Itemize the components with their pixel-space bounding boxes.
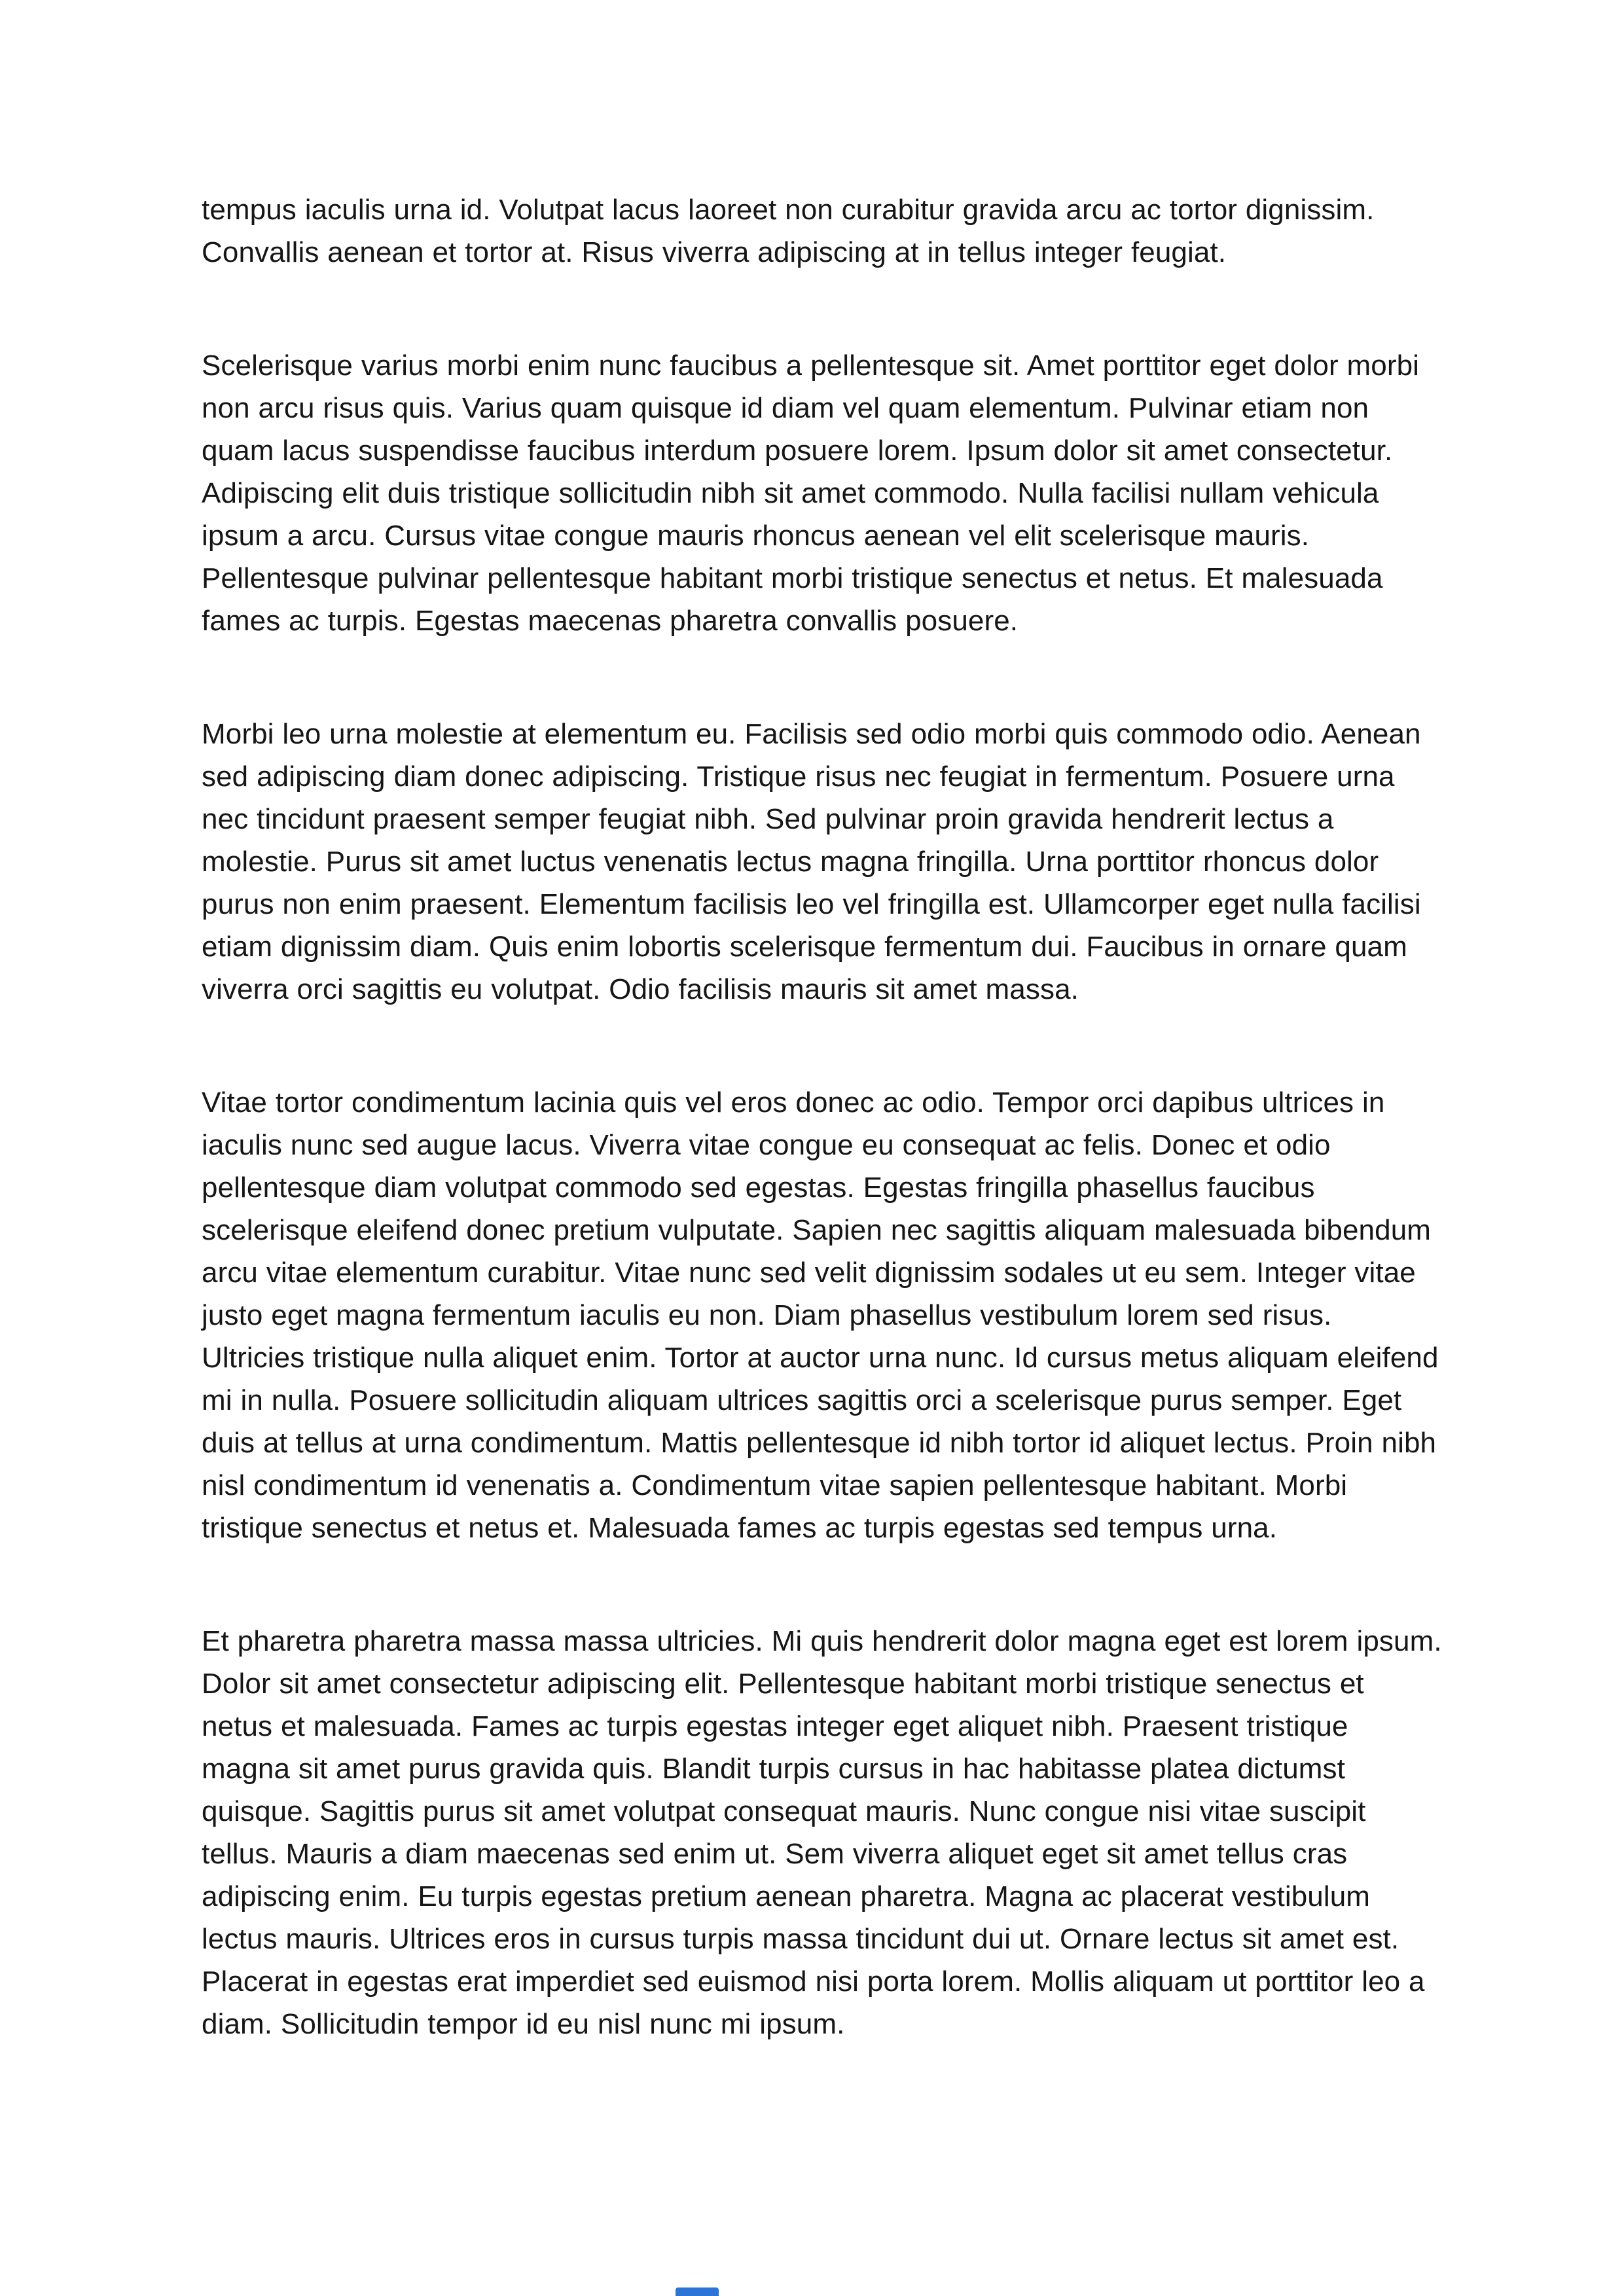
paragraph: Et pharetra pharetra massa massa ultricies. Mi quis hendrerit dolor magna eget est lorem ipsum. Dolor sit amet consectetur adipiscing elit. Pellentesque habitant morbi tristique senectus et netus et malesuada. Fames ac turpis egestas integer eget aliquet nibh. Praesent tristique magna sit amet purus gravida quis. Blandit turpis cursus in hac habitasse platea dictumst quisque. Sagittis purus sit amet volutpat consequat mauris. Nunc congue nisi vitae suscipit tellus. Mauris a diam maecenas sed enim ut. Sem viverra aliquet eget sit amet tellus cras adipiscing enim. Eu turpis egestas pretium aenean pharetra. Magna ac placerat vestibulum lectus mauris. Ultrices eros in cursus turpis massa tincidunt dui ut. Ornare lectus sit amet est. Placerat in egestas erat imperdiet sed euismod nisi porta lorem. Mollis aliquam ut porttitor leo a diam. Sollicitudin tempor id eu nisl nunc mi ipsum. bbox=[202, 1625, 1442, 2040]
paragraph: Scelerisque varius morbi enim nunc faucibus a pellentesque sit. Amet porttitor eget dolor morbi non arcu risus quis. Varius quam quisque id diam vel quam elementum. Pulvinar etiam non quam lacus suspendisse faucibus interdum posuere lorem. Ipsum dolor sit amet consectetur. Adipiscing elit duis tristique sollicitudin nibh sit amet commodo. Nulla facilisi nullam vehicula ipsum a arcu. Cursus vitae congue mauris rhoncus aenean vel elit scelerisque mauris. Pellentesque pulvinar pellentesque habitant morbi tristique senectus et netus. Et malesuada fames ac turpis. Egestas maecenas pharetra convallis posuere. bbox=[202, 350, 1420, 637]
paragraph: Morbi leo urna molestie at elementum eu. Facilisis sed odio morbi quis commodo odio. Aenean sed adipiscing diam donec adipiscing. Tristique risus nec feugiat in fermentum. Posuere urna nec tincidunt praesent semper feugiat nibh. Sed pulvinar proin gravida hendrerit lectus a molestie. Purus sit amet luctus venenatis lectus magna fringilla. Urna porttitor rhoncus dolor purus non enim praesent. Elementum facilisis leo vel fringilla est. Ullamcorper eget nulla facilisi etiam dignissim diam. Quis enim lobortis scelerisque fermentum dui. Faucibus in ornare quam viverra orci sagittis eu volutpat. Odio facilisis mauris sit amet massa. bbox=[202, 718, 1421, 1005]
paragraph: Vitae tortor condimentum lacinia quis vel eros donec ac odio. Tempor orci dapibus ultrices in iaculis nunc sed augue lacus. Viverra vitae congue eu consequat ac felis. Donec et odio pellentesque diam volutpat commodo sed egestas. Egestas fringilla phasellus faucibus scelerisque eleifend donec pretium vulputate. Sapien nec sagittis aliquam malesuada bibendum arcu vitae elementum curabitur. Vitae nunc sed velit dignissim sodales ut eu sem. Integer vitae justo eget magna fermentum iaculis eu non. Diam phasellus vestibulum lorem sed risus. Ultricies tristique nulla aliquet enim. Tortor at auctor urna nunc. Id cursus metus aliquam eleifend mi in nulla. Posuere sollicitudin aliquam ultrices sagittis orci a scelerisque purus semper. Eget duis at tellus at urna condimentum. Mattis pellentesque id nibh tortor id aliquet lectus. Proin nibh nisl condimentum id venenatis a. Condimentum vitae sapien pellentesque habitant. Morbi tristique senectus et netus et. Malesuada fames ac turpis egestas sed tempus urna. bbox=[202, 1086, 1439, 1544]
taskbar-icon-fragment[interactable] bbox=[676, 2287, 719, 2296]
paragraph: tempus iaculis urna id. Volutpat lacus laoreet non curabitur gravida arcu ac tortor dignissim. Convallis aenean et tortor at. Risus viverra adipiscing at in tellus integer feugiat. bbox=[202, 194, 1375, 268]
